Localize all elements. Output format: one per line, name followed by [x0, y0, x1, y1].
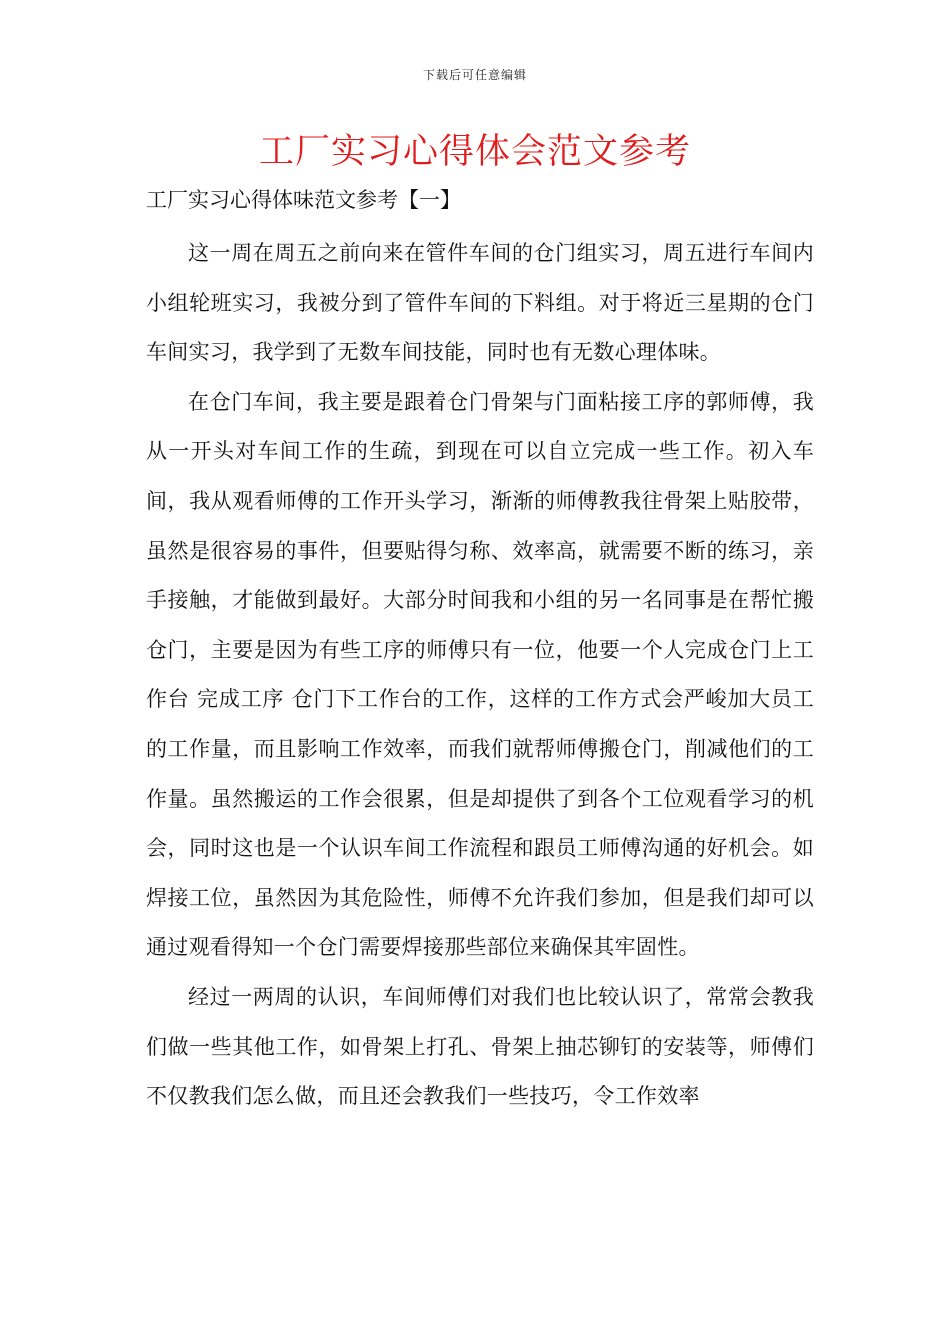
page-header-note: 下载后可任意编辑 — [422, 68, 527, 82]
paragraph-2: 在仓门车间，我主要是跟着仓门骨架与门面粘接工序的郭师傅，我从一开头对车间工作的生疏，到现在可以自立完成一些工作。初入车间，我从观看师傅的工作开头学习，渐渐的师傅教我往骨架上贴胶带，虽然是很容易的事件，但要贴得匀称、效率高，就需要不断的练习，亲手接触，才能做到最好。大部分时间我和小组的另一名同事是在帮忙搬仓门，主要是因为有些工序的师傅只有一位，他要一个人完成仓门上工作台 完成工序 仓门下工作台的工作，这样的工作方式会严峻加大员工的工作量，而且影响工作效率，而我们就帮师傅搬仓门，削减他们的工作量。虽然搬运的工作会很累，但是却提供了到各个工位观看学习的机会，同时这也是一个认识车间工作流程和跟员工师傅沟通的好机会。如焊接工位，虽然因为其危险性，师傅不允许我们参加，但是我们却可以通过观看得知一个仓门需要焊接那些部位来确保其牢固性。 — [146, 389, 814, 960]
paragraph-3: 经过一两周的认识，车间师傅们对我们也比较认识了，常常会教我们做一些其他工作，如骨架上打孔、骨架上抽芯铆钉的安装等，师傅们不仅教我们怎么做，而且还会教我们一些技巧，令工作效率 — [146, 984, 814, 1109]
document-title: 工厂实习心得体会范文参考 — [258, 132, 691, 172]
paragraph-1: 这一周在周五之前向来在管件车间的仓门组实习，周五进行车间内小组轮班实习，我被分到了管件车间的下料组。对于将近三星期的仓门车间实习，我学到了无数车间技能，同时也有无数心理体味。 — [146, 241, 814, 365]
document-body — [146, 229, 814, 1122]
section-heading: 工厂实习心得体味范文参考【一】 — [146, 188, 461, 212]
